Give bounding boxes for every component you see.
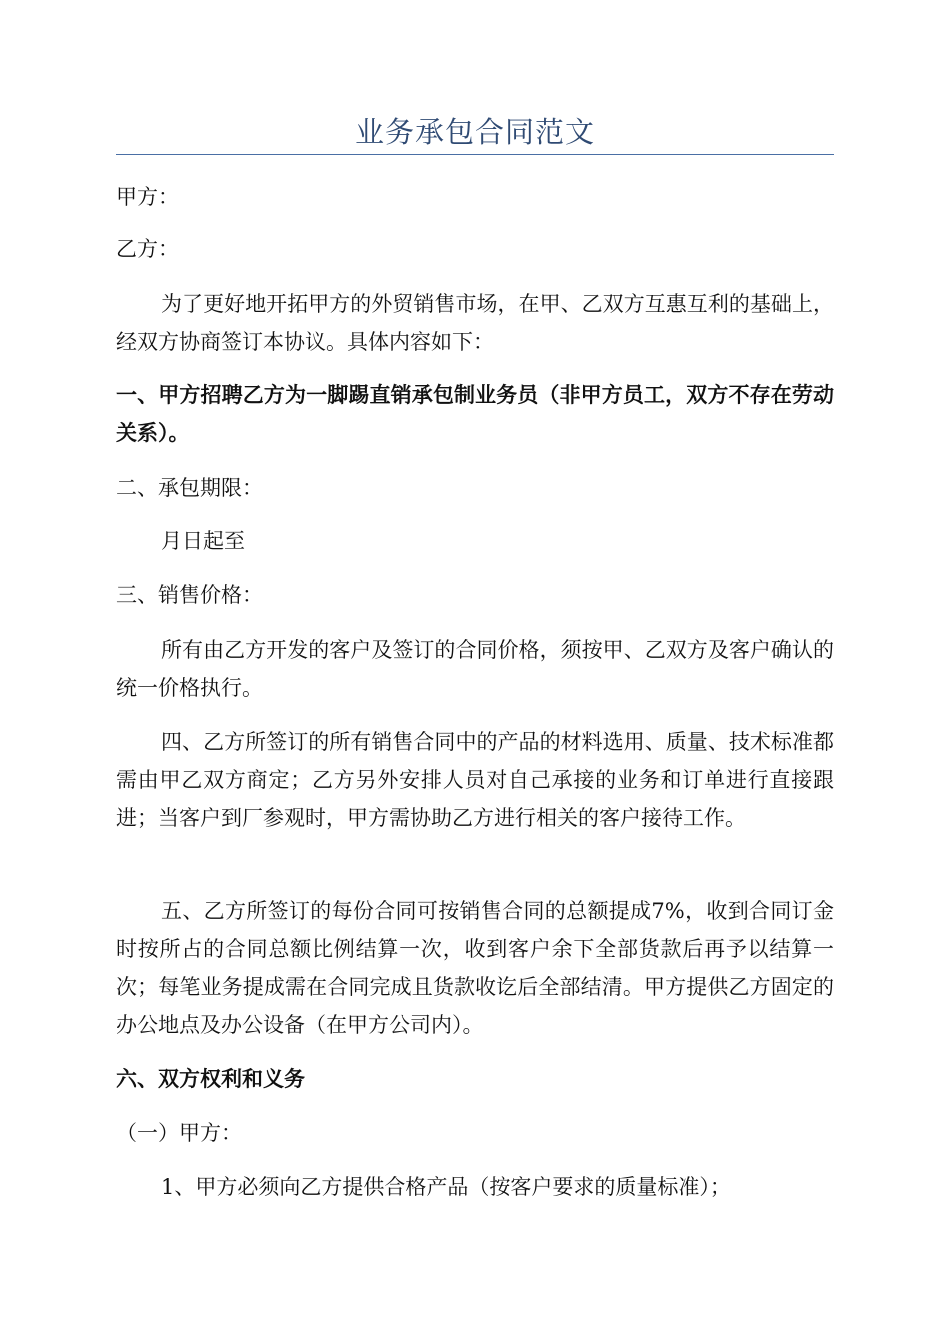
party-a-subheading: （一）甲方：: [116, 1121, 242, 1145]
party-b-label: 乙方：: [116, 237, 179, 261]
clause-1-heading: 一、甲方招聘乙方为一脚踢直销承包制业务员（非甲方员工，双方不存在劳动关系）。: [116, 382, 834, 445]
party-a-label: 甲方：: [116, 185, 179, 209]
clause-3-heading: 三、销售价格：: [116, 583, 263, 607]
clause-3-text: 所有由乙方开发的客户及签订的合同价格，须按甲、乙双方及客户确认的统一价格执行。: [116, 638, 834, 700]
clause-2-term: 月日起至: [161, 529, 245, 553]
title-underline: [116, 154, 834, 155]
clause-5-text: 五、乙方所签订的每份合同可按销售合同的总额提成7%，收到合同订金时按所占的合同总额比例结算一次，收到客户余下全部货款后再予以结算一次；每笔业务提成需在合同完成且货款收讫后全部结清。甲方提供乙方固定的办公地点及办公设备（在甲方公司内）。: [116, 899, 834, 1037]
party-a-duty-1: 1、甲方必须向乙方提供合格产品（按客户要求的质量标准）；: [161, 1175, 731, 1199]
preamble-paragraph: 为了更好地开拓甲方的外贸销售市场，在甲、乙双方互惠互利的基础上，经双方协商签订本协议。具体内容如下：: [116, 292, 834, 354]
clause-2-heading: 二、承包期限：: [116, 476, 263, 500]
clause-4-text: 四、乙方所签订的所有销售合同中的产品的材料选用、质量、技术标准都需由甲乙双方商定；乙方另外安排人员对自己承接的业务和订单进行直接跟进；当客户到厂参观时，甲方需协助乙方进行相关的客户接待工作。: [116, 730, 834, 830]
document-title: 业务承包合同范文: [354, 115, 595, 149]
clause-6-heading: 六、双方权利和义务: [116, 1066, 305, 1091]
